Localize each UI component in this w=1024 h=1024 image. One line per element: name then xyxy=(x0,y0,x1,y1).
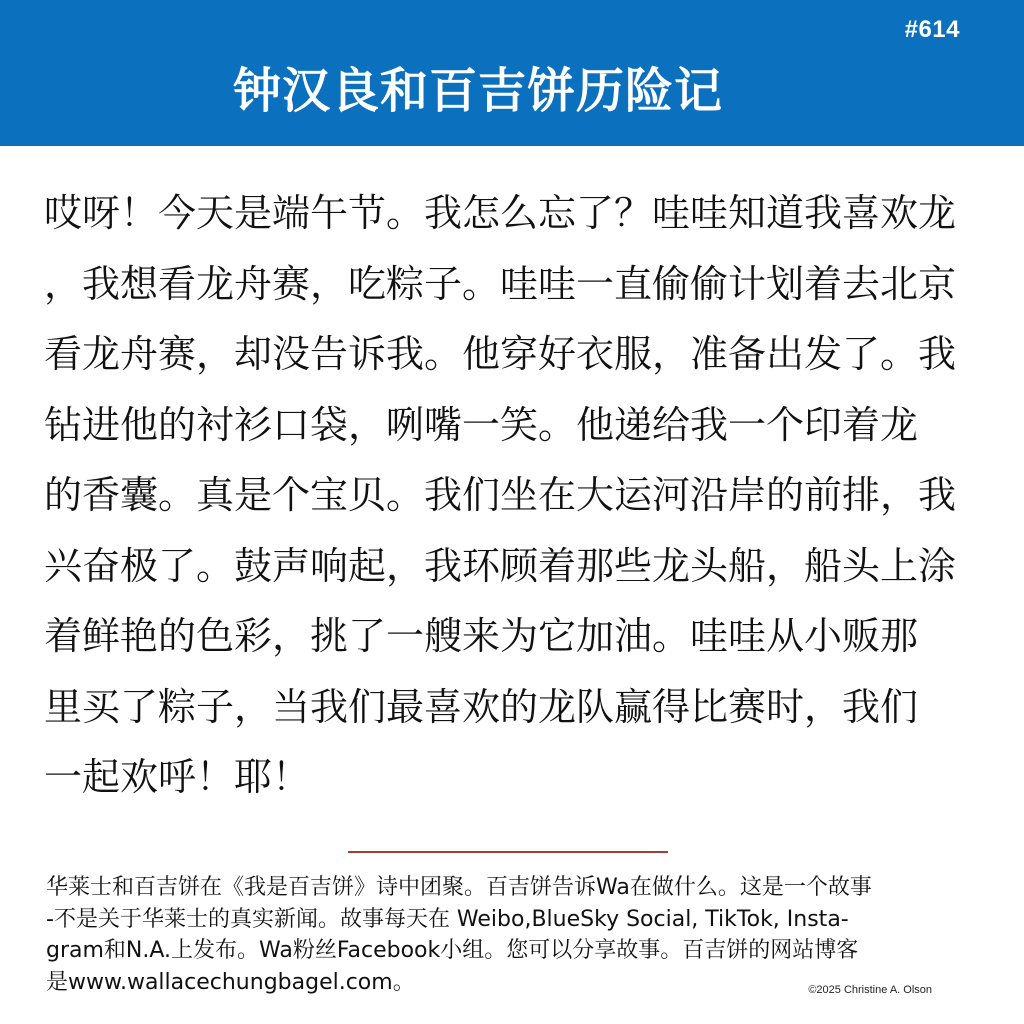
story-line: 看龙舟赛，却没告诉我。他穿好衣服，准备出发了。我 xyxy=(44,332,957,376)
story-line: 的香囊。真是个宝贝。我们坐在大运河沿岸的前排，我 xyxy=(44,473,957,517)
footnote-line: gram和N.A.上发布。Wa粉丝Facebook小组。您可以分享故事。百吉饼的网站博客 xyxy=(46,938,859,963)
story-line: 钻进他的衬衫口袋，咧嘴一笑。他递给我一个印着龙 xyxy=(44,402,919,447)
footnote-line: -不是关于华莱士的真实新闻。故事每天在 Weibo,BlueSky Social, TikTok, Insta- xyxy=(46,906,849,932)
story-line: 兴奋极了。鼓声响起，我环顾着那些龙头船，船头上涂 xyxy=(44,543,957,588)
story-line: 一起欢呼！耶！ xyxy=(44,755,311,799)
story-line: 着鲜艳的色彩，挑了一艘来为它加油。哇哇从小贩那 xyxy=(44,614,919,658)
story-line: 里买了粽子，当我们最喜欢的龙队赢得比赛时，我们 xyxy=(44,684,919,729)
section-divider xyxy=(348,851,668,853)
issue-number: #614 xyxy=(904,16,960,43)
page-title: 钟汉良和百吉饼历险记 xyxy=(232,63,723,119)
copyright-notice: ©2025 Christine A. Olson xyxy=(808,984,932,996)
footnote xyxy=(46,872,986,998)
story-text xyxy=(44,178,980,813)
footnote-line: 是www.wallacechungbagel.com。 xyxy=(46,969,415,995)
footnote-line: 华莱士和百吉饼在《我是百吉饼》诗中团聚。百吉饼告诉Wa在做什么。这是一个故事 xyxy=(46,875,872,900)
story-line: ，我想看龙舟赛，吃粽子。哇哇一直偷偷计划着去北京 xyxy=(44,261,957,306)
header-banner xyxy=(0,0,1024,146)
story-line: 哎呀！今天是端午节。我怎么忘了？哇哇知道我喜欢龙 xyxy=(44,191,957,235)
